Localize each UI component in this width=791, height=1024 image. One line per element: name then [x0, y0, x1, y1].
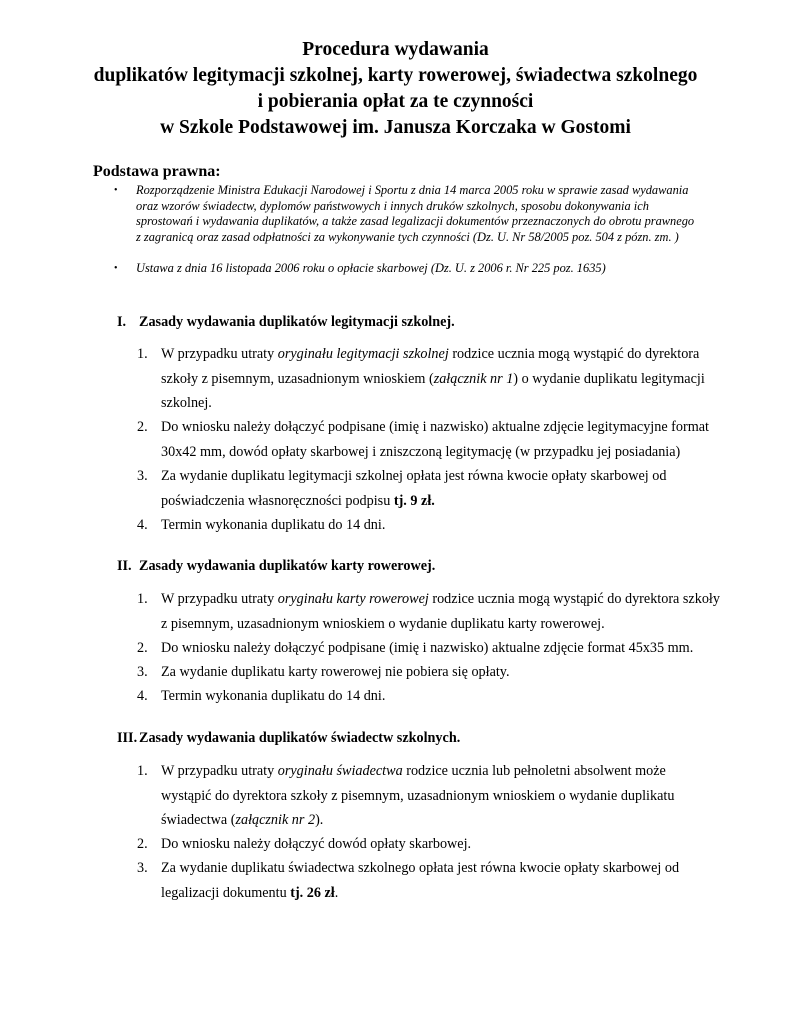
legal-basis-line: Ustawa z dnia 16 listopada 2006 roku o opłacie skarbowej (Dz. U. z 2006 r. Nr 225 poz. 1635) [136, 261, 606, 275]
title-line-1: Procedura wydawania [302, 39, 489, 60]
section-heading: III. Zasady wydawania duplikatów świadectw szkolnych. [117, 730, 461, 746]
legal-basis-line: Rozporządzenie Ministra Edukacji Narodowej i Sportu z dnia 14 marca 2005 roku w sprawie zasad wydawania [136, 183, 689, 197]
title-line-3: i pobierania opłat za te czynności [257, 91, 534, 112]
section-heading: II. Zasady wydawania duplikatów karty rowerowej. [117, 558, 436, 574]
bullet-icon: • [114, 263, 118, 274]
bullet-icon: • [114, 185, 118, 196]
legal-basis-heading: Podstawa prawna: [93, 163, 221, 180]
legal-basis-line: sprostowań i wydawania duplikatów, a także zasad legalizacji dokumentów przeznaczonych do obrotu prawnego [136, 214, 695, 228]
title-line-2: duplikatów legitymacji szkolnej, karty rowerowej, świadectwa szkolnego [93, 65, 698, 86]
title-line-4: w Szkole Podstawowej im. Janusza Korczaka w Gostomi [160, 117, 631, 138]
section-heading: I. Zasady wydawania duplikatów legitymacji szkolnej. [117, 314, 455, 330]
legal-basis-line: oraz wzorów świadectw, dyplomów państwowych i innych druków szkolnych, sposobu dokonywania ich [136, 198, 649, 213]
legal-basis-line: z zagranicą oraz zasad odpłatności za wykonywanie tych czynności (Dz. U. Nr 58/2005 poz. 504 z pózn. zm. ) [136, 229, 679, 244]
document-title [0, 37, 791, 141]
